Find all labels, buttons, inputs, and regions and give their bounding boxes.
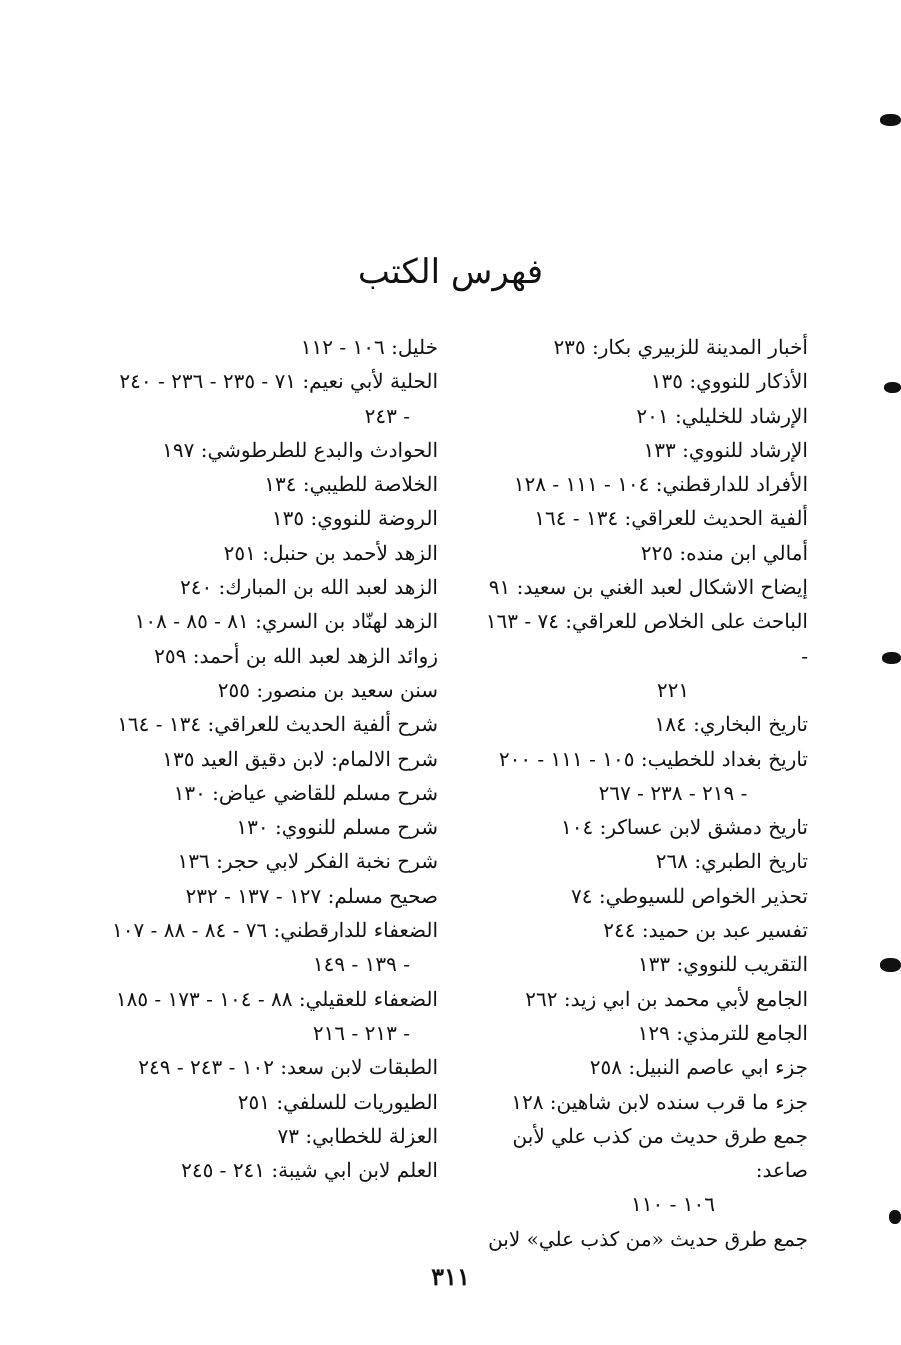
index-entry-text: الجامع للترمذي: ١٢٩ — [637, 1020, 808, 1045]
index-entry-text: خليل: ١٠٦ - ١١٢ — [300, 335, 438, 359]
index-entry — [478, 913, 808, 947]
index-entry-text: الزهد لعبد الله بن المبارك: ٢٤٠ — [179, 575, 438, 600]
index-entry-text: الإرشاد للخليلي: ٢٠١ — [636, 403, 808, 428]
index-entry — [98, 913, 438, 982]
index-entry — [98, 639, 438, 673]
index-entry-continuation: ١٠٦ - ١١٠ — [631, 1192, 715, 1217]
index-entry-text: الطبقات لابن سعد: ١٠٢ - ٢٤٣ - ٢٤٩ — [138, 1055, 438, 1080]
index-entry-text: تحذير الخواص للسيوطي: ٧٤ — [570, 883, 808, 908]
index-entry-text: صحيح مسلم: ١٢٧ - ١٣٧ - ٢٣٢ — [185, 883, 438, 908]
index-entry — [98, 364, 438, 433]
scan-mark — [882, 652, 901, 664]
index-entry-text: سنن سعيد بن منصور: ٢٥٥ — [217, 677, 438, 702]
index-entry — [98, 1119, 438, 1153]
index-entry-text: الجامع لأبي محمد بن ابي زيد: ٢٦٢ — [525, 986, 808, 1011]
index-entry — [98, 604, 438, 638]
index-entry-text: الحلية لأبي نعيم: ٧١ - ٢٣٥ - ٢٣٦ - ٢٤٠ — [119, 369, 438, 394]
index-entry-continuation: ٢٢١ — [656, 677, 690, 702]
index-entry-continuation: - ٢١٩ - ٢٣٨ - ٢٦٧ — [598, 780, 748, 805]
scan-mark — [884, 382, 901, 393]
index-entry-text: الزهد لهنّاد بن السري: ٨١ - ٨٥ - ١٠٨ — [134, 609, 438, 634]
index-entry — [478, 1016, 808, 1050]
index-entry — [478, 707, 808, 741]
index-entry — [98, 879, 438, 913]
index-entry — [478, 364, 808, 398]
index-entry — [98, 1050, 438, 1084]
index-entry — [98, 776, 438, 810]
index-entry-text: الإرشاد للنووي: ١٣٣ — [643, 437, 808, 462]
index-entry — [478, 399, 808, 433]
index-entry-text: تاريخ البخاري: ١٨٤ — [654, 712, 808, 737]
index-entry-text: التقريب للنووي: ١٣٣ — [637, 952, 808, 977]
index-entry-text: الخلاصة للطيبي: ١٣٤ — [264, 472, 438, 497]
index-entry-text: الأفراد للدارقطني: ١٠٤ - ١١١ - ١٢٨ — [513, 472, 808, 497]
index-entry-text: تاريخ دمشق لابن عساكر: ١٠٤ — [561, 815, 808, 840]
index-entry — [478, 536, 808, 570]
page-title: فهرس الكتب — [357, 252, 544, 292]
index-entry — [98, 982, 438, 1051]
index-entry-text: ألفية الحديث للعراقي: ١٣٤ - ١٦٤ — [534, 506, 808, 531]
index-entry — [98, 707, 438, 741]
index-entry-text: أخبار المدينة للزبيري بكار: ٢٣٥ — [553, 335, 808, 359]
index-entry-text: أمالي ابن منده: ٢٢٥ — [640, 540, 808, 565]
index-entry-continuation: - ٢٤٣ — [364, 403, 410, 428]
scan-mark — [880, 114, 901, 126]
index-entry — [98, 1153, 438, 1187]
index-entry-text: تفسير عبد بن حميد: ٢٤٤ — [603, 918, 808, 943]
index-entry — [98, 330, 438, 364]
index-entry — [98, 570, 438, 604]
index-entry-text: الأذكار للنووي: ١٣٥ — [650, 369, 808, 394]
index-column-right — [478, 330, 808, 1256]
index-entry — [98, 742, 438, 776]
index-column-left — [98, 330, 438, 1187]
index-entry-text: الحوادث والبدع للطرطوشي: ١٩٧ — [162, 437, 438, 462]
index-entry — [478, 879, 808, 913]
index-entry — [98, 673, 438, 707]
index-entry — [478, 330, 808, 364]
index-entry-text: جمع طرق حديث من كذب علي لأبن صاعد: — [512, 1123, 808, 1183]
index-entry-continuation: - ١٣٩ - ١٤٩ — [312, 952, 410, 977]
index-entry-text: تاريخ الطبري: ٢٦٨ — [655, 849, 808, 874]
index-entry-text: الضعفاء للعقيلي: ٨٨ - ١٠٤ - ١٧٣ - ١٨٥ — [115, 986, 438, 1011]
index-entry — [478, 844, 808, 878]
index-entry-text: شرح الالمام: لابن دقيق العيد ١٣٥ — [162, 746, 438, 771]
index-entry — [98, 501, 438, 535]
index-entry-text: الروضة للنووي: ١٣٥ — [271, 506, 438, 531]
index-entry-text: العلم لابن ابي شيبة: ٢٤١ - ٢٤٥ — [181, 1158, 438, 1183]
index-entry — [478, 433, 808, 467]
index-entry — [478, 1050, 808, 1084]
index-entry-text: الزهد لأحمد بن حنبل: ٢٥١ — [223, 540, 438, 565]
index-entry — [98, 1085, 438, 1119]
index-entry — [478, 947, 808, 981]
index-entry-text: شرح نخبة الفكر لابي حجر: ١٣٦ — [177, 849, 438, 874]
index-entry-text: جزء ما قرب سنده لابن شاهين: ١٢٨ — [511, 1089, 808, 1114]
index-entry-text: العزلة للخطابي: ٧٣ — [277, 1123, 438, 1148]
index-entry — [478, 1085, 808, 1119]
index-entry-text: شرح مسلم للقاضي عياض: ١٣٠ — [173, 780, 438, 805]
index-entry — [478, 570, 808, 604]
index-entry-text: الباحث على الخلاص للعراقي: ٧٤ - ١٦٣ - — [485, 609, 808, 668]
index-entry-text: جزء ابي عاصم النبيل: ٢٥٨ — [589, 1055, 808, 1080]
index-entry-text: الضعفاء للدارقطني: ٧٦ - ٨٤ - ٨٨ - ١٠٧ — [112, 918, 438, 943]
index-entry-text: الطيوريات للسلفي: ٢٥١ — [237, 1089, 438, 1114]
scan-mark — [880, 958, 901, 972]
index-entry — [478, 810, 808, 844]
index-entry — [478, 467, 808, 501]
scan-mark — [889, 1210, 901, 1224]
index-entry — [478, 1222, 808, 1256]
index-entry — [478, 742, 808, 811]
index-entry — [98, 467, 438, 501]
index-entry-text: تاريخ بغداد للخطيب: ١٠٥ - ١١١ - ٢٠٠ — [498, 746, 808, 771]
index-entry — [98, 536, 438, 570]
page-number: ٣١١ — [431, 1262, 470, 1291]
index-entry-continuation: - ٢١٣ - ٢١٦ — [312, 1020, 410, 1045]
index-entry — [478, 501, 808, 535]
index-entry — [98, 433, 438, 467]
index-entry-text: شرح مسلم للنووي: ١٣٠ — [236, 815, 438, 840]
index-entry — [478, 604, 808, 707]
index-entry-text: زوائد الزهد لعبد الله بن أحمد: ٢٥٩ — [154, 643, 438, 668]
index-entry — [98, 844, 438, 878]
index-entry-text: إيضاح الاشكال لعبد الغني بن سعيد: ٩١ — [488, 575, 808, 600]
index-entry-text: جمع طرق حديث «من كذب علي» لابن — [488, 1226, 808, 1251]
index-entry — [478, 982, 808, 1016]
index-entry — [478, 1119, 808, 1222]
index-entry — [98, 810, 438, 844]
index-entry-text: شرح ألفية الحديث للعراقي: ١٣٤ - ١٦٤ — [117, 712, 438, 737]
